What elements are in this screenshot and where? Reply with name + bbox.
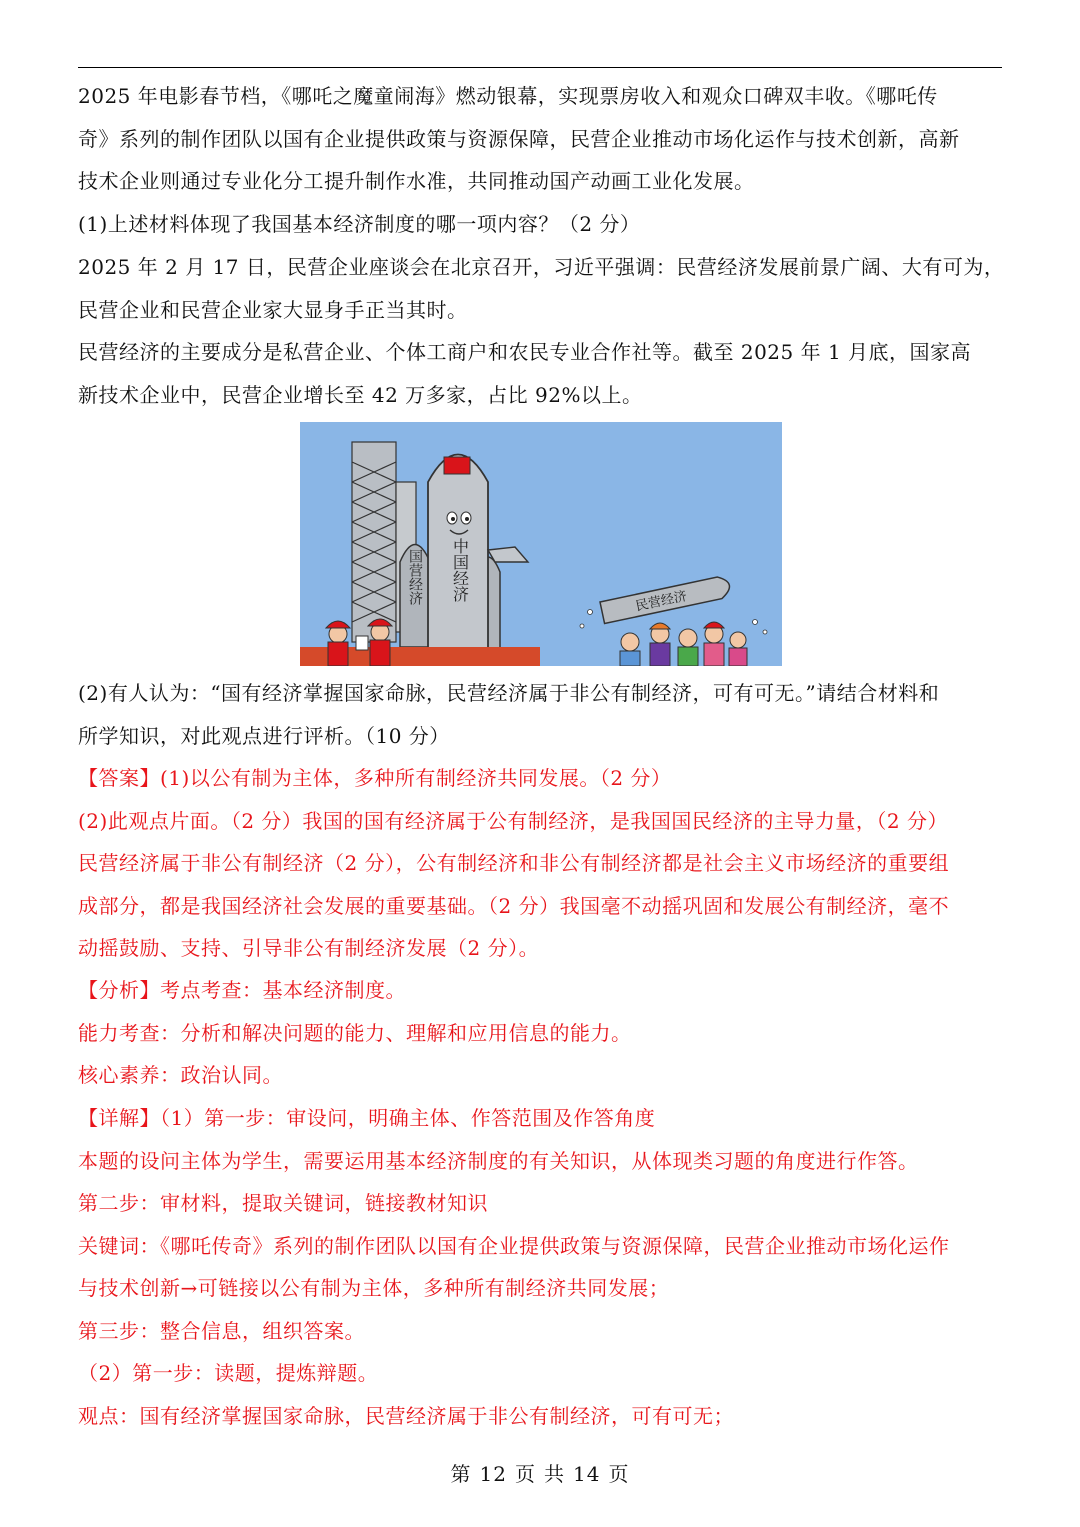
material-paragraph-2 bbox=[78, 246, 1006, 331]
text-line: 所学知识，对此观点进行评析。（10 分） bbox=[78, 723, 450, 748]
footer-text: 页 bbox=[608, 1462, 630, 1486]
analysis-section bbox=[78, 969, 1006, 1097]
text-line: 与技术创新→可链接以公有制为主体，多种所有制经济共同发展； bbox=[78, 1276, 670, 1300]
answer-1-text: (1)以公有制为主体，多种所有制经济共同发展。（2 分） bbox=[160, 766, 672, 790]
text-line: 新技术企业中，民营企业增长至 42 万多家，占比 92%以上。 bbox=[78, 382, 643, 407]
text-line: 民营企业和民营企业家大显身手正当其时。 bbox=[78, 297, 468, 322]
text-line: 能力考查：分析和解决问题的能力、理解和应用信息的能力。 bbox=[78, 1020, 632, 1045]
answer-tag: 【答案】 bbox=[78, 766, 160, 790]
page-footer bbox=[0, 1458, 1080, 1487]
text-line: 动摇鼓励、支持、引导非公有制经济发展（2 分）。 bbox=[78, 936, 540, 960]
text-line: 观点：国有经济掌握国家命脉，民营经济属于非公有制经济，可有可无； bbox=[78, 1403, 734, 1428]
analysis-text-1: 考点考查：基本经济制度。 bbox=[160, 978, 406, 1002]
question-1 bbox=[78, 203, 1006, 246]
rocket-main-label: 中国经济 bbox=[450, 538, 470, 602]
flag-emblem bbox=[444, 457, 470, 474]
text-line: 第二步：审材料，提取关键词，链接教材知识 bbox=[78, 1191, 488, 1215]
text-line: 民营经济属于非公有制经济（2 分），公有制经济和非公有制经济都是社会主义市场经济的重要组 bbox=[78, 851, 950, 875]
text-line: (2)有人认为：“国有经济掌握国家命脉，民营经济属于非公有制经济，可有可无。”请结合材料和 bbox=[78, 681, 940, 705]
text-line: 成部分，都是我国经济社会发展的重要基础。（2 分）我国毫不动摇巩固和发展公有制经济，毫不 bbox=[78, 893, 950, 918]
detail-tag: 【详解】 bbox=[78, 1106, 160, 1130]
text-line: (1)上述材料体现了我国基本经济制度的哪一项内容？（2 分） bbox=[78, 212, 641, 236]
detail-text-1: （1）第一步：审设问，明确主体、作答范围及作答角度 bbox=[160, 1106, 656, 1130]
text-line: 奇》系列的制作团队以国有企业提供政策与资源保障，民营企业推动市场化运作与技术创新，高新 bbox=[78, 126, 960, 151]
material-paragraph-3 bbox=[78, 331, 1006, 416]
question-2 bbox=[78, 672, 1006, 757]
text-line: 本题的设问主体为学生，需要运用基本经济制度的有关知识，从体现类习题的角度进行作答。 bbox=[78, 1148, 919, 1173]
header-rule bbox=[78, 67, 1002, 68]
text-line: 核心素养：政治认同。 bbox=[78, 1063, 283, 1087]
detail-section bbox=[78, 1097, 1006, 1437]
rocket-small-label: 民营经济 bbox=[634, 589, 689, 615]
footer-text: 页 bbox=[515, 1462, 536, 1486]
text-line: 技术企业则通过专业化分工提升制作水准，共同推动国产动画工业化发展。 bbox=[78, 169, 755, 193]
answer-section bbox=[78, 757, 1006, 970]
analysis-line-1 bbox=[78, 969, 1006, 1012]
text-line: 2025 年电影春节档，《哪吒之魔童闹海》燃动银幕，实现票房收入和观众口碑双丰收。《哪吒传 bbox=[78, 84, 938, 108]
text-line: 第三步：整合信息，组织答案。 bbox=[78, 1318, 365, 1343]
text-line: 关键词：《哪吒传奇》系列的制作团队以国有企业提供政策与资源保障，民营企业推动市场化运作 bbox=[78, 1233, 950, 1258]
text-line: 2025 年 2 月 17 日，民营企业座谈会在北京召开，习近平强调：民营经济发展前景广阔、大有可为， bbox=[78, 255, 1005, 279]
footer-text: 第 bbox=[450, 1462, 472, 1486]
analysis-tag: 【分析】 bbox=[78, 978, 160, 1002]
rocket-left-label: 国营经济 bbox=[407, 549, 423, 605]
cartoon-rocket-figure bbox=[300, 422, 782, 666]
detail-line-1 bbox=[78, 1097, 1006, 1140]
footer-text: 共 bbox=[544, 1462, 565, 1486]
material-paragraph-1 bbox=[78, 75, 1006, 203]
text-line: (2)此观点片面。（2 分）我国的国有经济属于公有制经济，是我国国民经济的主导力量，（2 分） bbox=[78, 808, 948, 833]
text-line: （2）第一步：读题，提炼辩题。 bbox=[78, 1361, 379, 1385]
total-pages: 14 bbox=[573, 1462, 601, 1486]
text-line: 民营经济的主要成分是私营企业、个体工商户和农民专业合作社等。截至 2025 年 1 月底，国家高 bbox=[78, 340, 972, 364]
page-number: 12 bbox=[479, 1462, 507, 1486]
answer-line-1 bbox=[78, 757, 1006, 800]
